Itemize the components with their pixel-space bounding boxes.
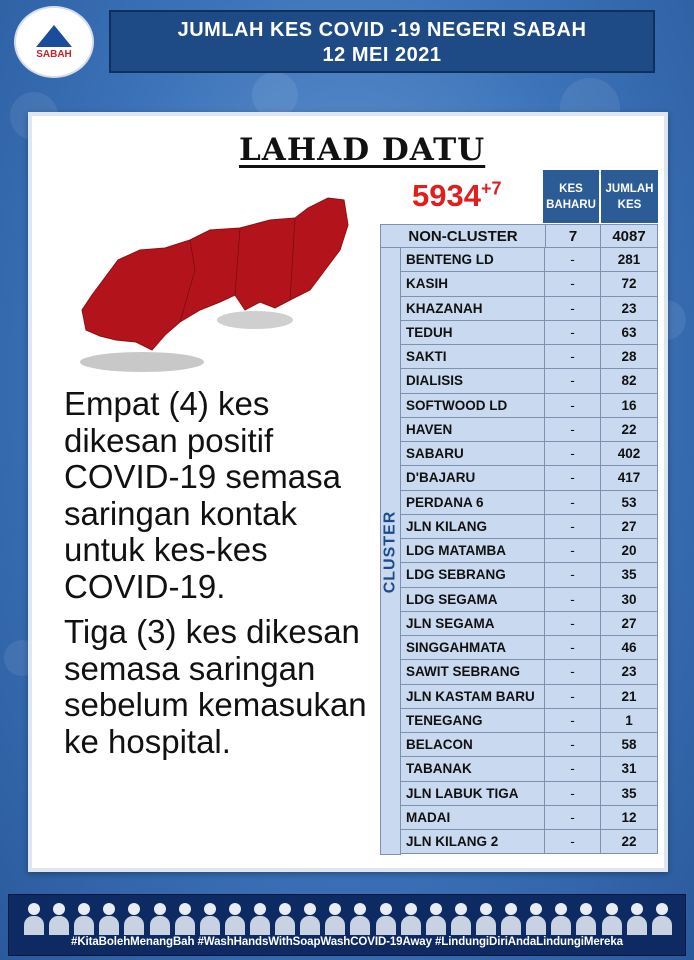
cluster-new-cases: - [545, 757, 601, 780]
person-body [49, 916, 69, 935]
person-icon [450, 901, 472, 935]
person-icon [274, 901, 296, 935]
person-icon [299, 901, 321, 935]
person-body [426, 916, 446, 935]
mountain-icon [36, 25, 72, 47]
person-head [154, 903, 166, 915]
table-row [401, 248, 658, 272]
person-icon [575, 901, 597, 935]
person-head [329, 903, 341, 915]
person-body [200, 916, 220, 935]
table-row [401, 394, 658, 418]
person-body [275, 916, 295, 935]
person-body [451, 916, 471, 935]
person-head [354, 903, 366, 915]
district-map [70, 190, 360, 375]
cluster-total-cases: 35 [621, 567, 637, 583]
table-row [401, 539, 658, 563]
person-body [74, 916, 94, 935]
person-icon [626, 901, 648, 935]
person-icon [375, 901, 397, 935]
cluster-name: LDG MATAMBA [401, 539, 545, 562]
cluster-new-cases: - [545, 709, 601, 732]
person-body [526, 916, 546, 935]
person-icon [475, 901, 497, 935]
cluster-name: SAKTI [401, 345, 545, 368]
description-paragraph-1: Empat (4) kes dikesan positif COVID-19 semasa saringan kontak untuk kes-kes COVID-19. [64, 385, 341, 605]
cluster-total-cases: 12 [621, 809, 637, 825]
person-icon [123, 901, 145, 935]
table-row [401, 612, 658, 636]
person-body [325, 916, 345, 935]
person-head [430, 903, 442, 915]
non-cluster-total: 4087 [612, 227, 646, 245]
cluster-total-cases: 16 [621, 397, 637, 413]
cluster-new-cases: - [545, 660, 601, 683]
cluster-total-cases: 46 [621, 640, 637, 656]
total-cases [412, 178, 502, 214]
table-row [401, 321, 658, 345]
person-head [631, 903, 643, 915]
cluster-new-cases: - [545, 466, 601, 489]
person-head [304, 903, 316, 915]
person-head [28, 903, 40, 915]
person-head [505, 903, 517, 915]
person-icon [349, 901, 371, 935]
person-body [401, 916, 421, 935]
cluster-name: SAWIT SEBRANG [401, 660, 545, 683]
person-body [350, 916, 370, 935]
cluster-name: SABARU [401, 442, 545, 465]
column-header-new-cases: KES BAHARU [543, 170, 599, 223]
table-row [401, 491, 658, 515]
cluster-total-cases: 23 [621, 300, 637, 316]
page-title: JUMLAH KES COVID -19 NEGERI SABAH [177, 19, 587, 41]
person-icon [149, 901, 171, 935]
cluster-total-cases: 35 [621, 785, 637, 801]
map-shadow [217, 311, 293, 329]
cluster-total-cases: 417 [617, 470, 641, 486]
cluster-new-cases: - [545, 612, 601, 635]
person-head [179, 903, 191, 915]
table-row [401, 660, 658, 684]
cluster-name: BELACON [401, 733, 545, 756]
table-row [401, 272, 658, 296]
cluster-total-cases: 30 [621, 591, 637, 607]
cluster-new-cases: - [545, 321, 601, 344]
person-head [380, 903, 392, 915]
page-header [109, 10, 655, 73]
cluster-total-cases: 31 [621, 761, 637, 777]
cluster-name: BENTENG LD [401, 248, 545, 271]
cluster-label-wrap [380, 248, 401, 855]
cluster-name: PERDANA 6 [401, 491, 545, 514]
table-row [401, 733, 658, 757]
person-body [652, 916, 672, 935]
person-head [229, 903, 241, 915]
cluster-total-cases: 22 [621, 421, 637, 437]
person-head [78, 903, 90, 915]
person-icon [651, 901, 673, 935]
table-row [401, 442, 658, 466]
cluster-name: LDG SEBRANG [401, 563, 545, 586]
cluster-total-cases: 281 [617, 252, 641, 268]
person-body [627, 916, 647, 935]
table-row [401, 806, 658, 830]
cluster-new-cases: - [545, 733, 601, 756]
person-head [606, 903, 618, 915]
person-body [602, 916, 622, 935]
table-row [401, 709, 658, 733]
report-date: 12 MEI 2021 [322, 44, 442, 66]
cluster-total-cases: 22 [621, 834, 637, 850]
person-icon [550, 901, 572, 935]
person-icon [23, 901, 45, 935]
cluster-name: TEDUH [401, 321, 545, 344]
person-body [501, 916, 521, 935]
table-row [401, 782, 658, 806]
cluster-new-cases: - [545, 297, 601, 320]
person-head [656, 903, 668, 915]
cluster-name: KHAZANAH [401, 297, 545, 320]
cluster-new-cases: - [545, 588, 601, 611]
cluster-name: LDG SEGAMA [401, 588, 545, 611]
table-row [401, 369, 658, 393]
person-body [576, 916, 596, 935]
cluster-total-cases: 53 [621, 494, 637, 510]
cluster-new-cases: - [545, 248, 601, 271]
map-shadow [80, 352, 204, 372]
total-cases-value: 5934 [412, 178, 481, 213]
cluster-new-cases: - [545, 636, 601, 659]
cluster-name: SINGGAHMATA [401, 636, 545, 659]
person-body [376, 916, 396, 935]
description-paragraph-2: Tiga (3) kes dikesan semasa saringan sebelum kemasukan ke hospital. [64, 613, 367, 760]
cluster-new-cases: - [545, 539, 601, 562]
cluster-new-cases: - [545, 515, 601, 538]
map-shape [82, 198, 348, 350]
person-icon [73, 901, 95, 935]
cluster-name: JLN KILANG 2 [401, 830, 545, 853]
cluster-new-cases: - [545, 830, 601, 853]
cluster-total-cases: 28 [621, 349, 637, 365]
person-icon [324, 901, 346, 935]
cluster-total-cases: 1 [625, 712, 633, 728]
cluster-total-cases: 21 [621, 688, 637, 704]
cluster-total-cases: 27 [621, 518, 637, 534]
cluster-new-cases: - [545, 418, 601, 441]
person-head [480, 903, 492, 915]
table-row [401, 757, 658, 781]
person-head [128, 903, 140, 915]
person-body [225, 916, 245, 935]
person-head [555, 903, 567, 915]
person-icon [601, 901, 623, 935]
table-row [401, 588, 658, 612]
cluster-name: JLN LABUK TIGA [401, 782, 545, 805]
person-body [551, 916, 571, 935]
person-icon [48, 901, 70, 935]
table-row [401, 563, 658, 587]
cluster-new-cases: - [545, 369, 601, 392]
cluster-name: JLN KILANG [401, 515, 545, 538]
cluster-name: JLN KASTAM BARU [401, 685, 545, 708]
person-head [53, 903, 65, 915]
cluster-total-cases: 23 [621, 664, 637, 680]
person-head [103, 903, 115, 915]
cluster-new-cases: - [545, 442, 601, 465]
cluster-total-cases: 63 [621, 324, 637, 340]
non-cluster-new: 7 [545, 225, 601, 247]
person-icon [174, 901, 196, 935]
person-head [580, 903, 592, 915]
cluster-total-cases: 82 [621, 373, 637, 389]
cluster-new-cases: - [545, 394, 601, 417]
table-row [401, 466, 658, 490]
cluster-new-cases: - [545, 782, 601, 805]
person-body [175, 916, 195, 935]
cluster-name: HAVEN [401, 418, 545, 441]
logo-text: SABAH [36, 48, 72, 60]
cluster-label: CLUSTER [381, 510, 399, 593]
person-icon [249, 901, 271, 935]
table-row [401, 830, 658, 854]
person-body [99, 916, 119, 935]
person-icon [199, 901, 221, 935]
footer-banner [8, 894, 686, 956]
case-description [64, 386, 374, 769]
person-icon [400, 901, 422, 935]
cluster-total-cases: 58 [621, 737, 637, 753]
person-icon [98, 901, 120, 935]
person-body [476, 916, 496, 935]
cluster-new-cases: - [545, 806, 601, 829]
non-cluster-name: NON-CLUSTER [408, 227, 518, 245]
cluster-new-cases: - [545, 685, 601, 708]
cluster-total-cases: 72 [621, 276, 637, 292]
non-cluster-row [380, 224, 658, 248]
person-head [279, 903, 291, 915]
person-icon [425, 901, 447, 935]
person-icon [500, 901, 522, 935]
table-row [401, 636, 658, 660]
person-body [150, 916, 170, 935]
cluster-new-cases: - [545, 491, 601, 514]
cluster-new-cases: - [545, 272, 601, 295]
new-cases-value: +7 [480, 178, 502, 199]
person-body [124, 916, 144, 935]
person-body [300, 916, 320, 935]
table-row [401, 297, 658, 321]
footer-hashtags: #KitaBolehMenangBah #WashHandsWithSoapWashCOVID-19Away #LindungiDiriAndaLindungiMereka [71, 936, 623, 948]
person-body [24, 916, 44, 935]
cluster-new-cases: - [545, 345, 601, 368]
table-row [401, 515, 658, 539]
district-title: LAHAD DATU [239, 132, 486, 168]
person-head [530, 903, 542, 915]
cluster-total-cases: 402 [617, 446, 641, 462]
cluster-total-cases: 20 [621, 543, 637, 559]
cluster-name: TABANAK [401, 757, 545, 780]
person-head [254, 903, 266, 915]
person-head [204, 903, 216, 915]
cluster-total-cases: 27 [621, 615, 637, 631]
cluster-table [401, 248, 658, 854]
cluster-name: TENEGANG [401, 709, 545, 732]
sabah-logo [14, 6, 94, 78]
person-body [250, 916, 270, 935]
table-row [401, 685, 658, 709]
cluster-name: KASIH [401, 272, 545, 295]
person-icon [525, 901, 547, 935]
person-icon [224, 901, 246, 935]
table-row [401, 345, 658, 369]
cluster-new-cases: - [545, 563, 601, 586]
cluster-name: DIALISIS [401, 369, 545, 392]
person-head [455, 903, 467, 915]
frontliners-illustration [23, 899, 673, 935]
cluster-name: D'BAJARU [401, 466, 545, 489]
column-header-total-cases: JUMLAH KES [601, 170, 658, 223]
person-head [405, 903, 417, 915]
table-row [401, 418, 658, 442]
cluster-name: MADAI [401, 806, 545, 829]
cluster-name: SOFTWOOD LD [401, 394, 545, 417]
cluster-name: JLN SEGAMA [401, 612, 545, 635]
